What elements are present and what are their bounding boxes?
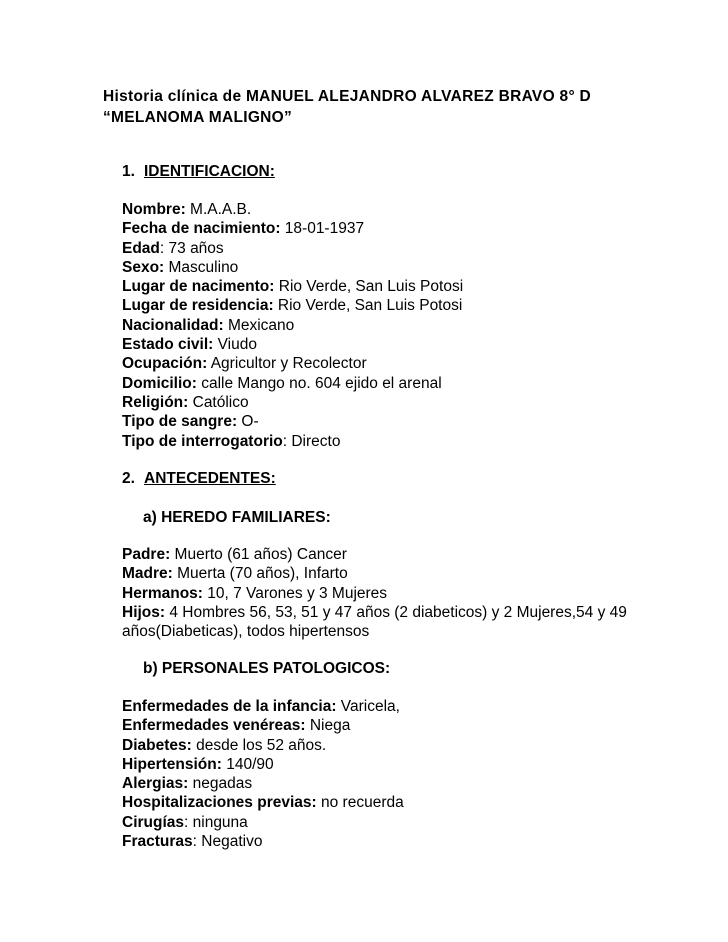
field-label: Hermanos: [122, 584, 203, 602]
document-title [103, 86, 591, 128]
field-label: Madre: [122, 565, 173, 583]
field-value: Niega [305, 717, 351, 735]
subsection-personales-patologicos: b) PERSONALES PATOLOGICOS: [143, 660, 391, 677]
field-value: Viudo [213, 336, 257, 354]
heredo-familiares-list [122, 545, 682, 641]
field-religion [122, 393, 463, 412]
field-value: Varicela, [336, 698, 400, 715]
field-label: Fracturas [122, 833, 193, 851]
field-tipo-interrogatorio [122, 432, 463, 451]
field-value: negadas [188, 775, 253, 793]
field-value: Masculino [164, 258, 239, 276]
field-hipertension [122, 755, 404, 774]
field-label: Lugar de residencia: [122, 297, 274, 315]
field-value: no recuerda [316, 794, 404, 812]
field-edad [122, 239, 463, 258]
title-line-2: “MELANOMA MALIGNO” [103, 109, 293, 126]
field-madre [122, 564, 682, 583]
field-value: Católico [188, 393, 249, 411]
field-label: Nacionalidad: [122, 316, 224, 334]
field-value: 4 Hombres 56, 53, 51 y 47 años (2 diabeticos) y 2 Mujeres,54 y 49 años(Diabeticas), todos hipertensos [122, 603, 627, 641]
field-hermanos [122, 584, 682, 603]
field-value: M.A.A.B. [185, 201, 252, 218]
field-value: O- [237, 413, 259, 431]
field-value: Mexicano [223, 316, 295, 334]
section-number: 2. [122, 470, 135, 487]
field-label: Religión: [122, 393, 189, 411]
field-diabetes [122, 736, 404, 755]
field-domicilio [122, 374, 463, 393]
field-lugar-residencia [122, 296, 463, 315]
field-value: Rio Verde, San Luis Potosi [273, 297, 463, 315]
field-label: Hijos: [122, 603, 166, 621]
subsection-heredo-familiares: a) HEREDO FAMILIARES: [143, 509, 331, 526]
field-tipo-sangre [122, 412, 463, 431]
section-heading-identificacion [122, 162, 275, 182]
field-alergias [122, 774, 404, 793]
field-label: Ocupación: [122, 355, 208, 373]
field-value: Muerta (70 años), Infarto [172, 565, 348, 583]
section-heading-antecedentes [122, 469, 276, 489]
field-sexo [122, 258, 463, 277]
field-padre [122, 545, 682, 564]
personales-patologicos-list [122, 697, 404, 851]
field-label: Fecha de nacimiento: [122, 220, 281, 238]
field-enfermedades-infancia [122, 697, 404, 716]
field-label: Domicilio: [122, 374, 197, 392]
field-label: Padre: [122, 546, 171, 563]
field-hospitalizaciones [122, 793, 404, 812]
field-ocupacion [122, 354, 463, 373]
field-value: : Negativo [192, 833, 263, 851]
field-value: calle Mango no. 604 ejido el arenal [196, 374, 442, 392]
field-label: Hipertensión: [122, 755, 222, 773]
field-nacionalidad [122, 316, 463, 335]
field-label: Estado civil: [122, 336, 214, 354]
field-label: Tipo de interrogatorio [122, 432, 283, 450]
field-estado-civil [122, 335, 463, 354]
field-label: Alergias: [122, 775, 189, 793]
field-cirugias [122, 813, 404, 832]
title-line-1: Historia clínica de MANUEL ALEJANDRO ALVAREZ BRAVO 8° D [103, 88, 592, 105]
field-label: Hospitalizaciones previas: [122, 794, 317, 812]
field-value: Rio Verde, San Luis Potosi [274, 278, 464, 296]
field-value: Agricultor y Recolector [207, 355, 367, 373]
field-value: 18-01-1937 [280, 220, 365, 238]
section-number: 1. [122, 163, 135, 180]
field-label: Nombre: [122, 201, 186, 218]
field-label: Enfermedades de la infancia: [122, 698, 337, 715]
section-label: IDENTIFICACION: [144, 163, 275, 180]
field-label: Diabetes: [122, 736, 192, 754]
field-value: : Directo [282, 432, 341, 450]
field-label: Lugar de nacimento: [122, 278, 275, 296]
field-label: Tipo de sangre: [122, 413, 238, 431]
field-fecha-nacimiento [122, 219, 463, 238]
identificacion-list [122, 200, 463, 451]
field-value: : 73 años [159, 239, 224, 257]
field-hijos [122, 603, 682, 642]
field-label: Enfermedades venéreas: [122, 717, 306, 735]
field-value: 10, 7 Varones y 3 Mujeres [202, 584, 388, 602]
field-fracturas [122, 832, 404, 851]
field-value: 140/90 [221, 755, 274, 773]
field-label: Edad [122, 239, 160, 257]
section-label: ANTECEDENTES: [144, 470, 276, 487]
field-nombre [122, 200, 463, 219]
field-lugar-nacimiento [122, 277, 463, 296]
field-label: Cirugías [122, 813, 185, 831]
field-value: Muerto (61 años) Cancer [170, 546, 347, 563]
field-enfermedades-venereas [122, 716, 404, 735]
field-value: : ninguna [184, 813, 248, 831]
field-label: Sexo: [122, 258, 165, 276]
field-value: desde los 52 años. [191, 736, 327, 754]
